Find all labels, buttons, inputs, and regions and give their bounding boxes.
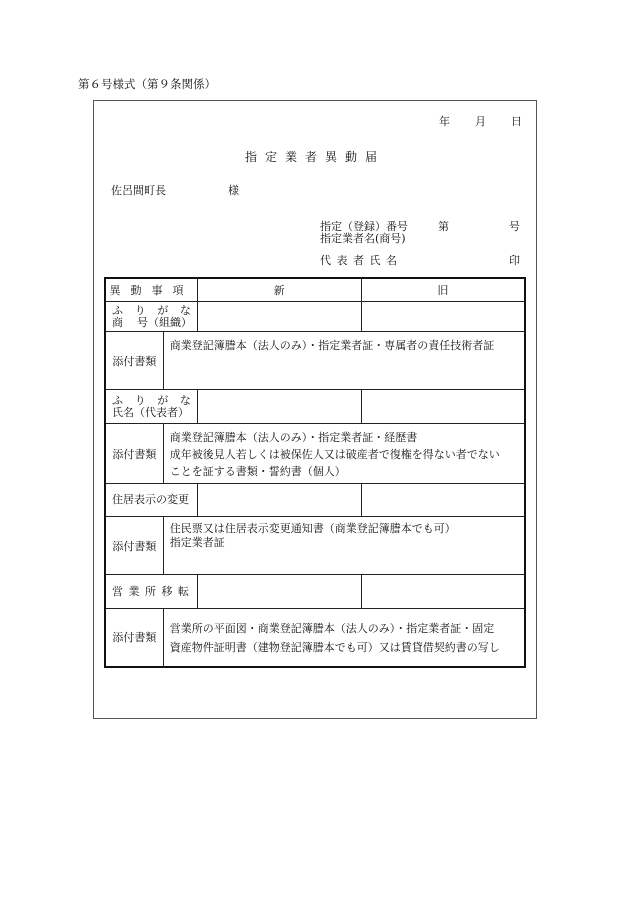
label-trade-name: ふ り が な 商 号（組織） (105, 302, 197, 332)
office-relocation-old-cell[interactable] (361, 575, 525, 609)
header-new: 新 (197, 278, 361, 302)
header-item: 異動事項 (105, 278, 197, 302)
office-relocation-new-cell[interactable] (197, 575, 361, 609)
document-title: 指定業者異動届 (244, 150, 385, 164)
trade-name-old-cell[interactable] (361, 302, 525, 332)
row-trade-name-attachments (105, 332, 525, 390)
registration-number-label: 指定（登録）番号 (320, 220, 408, 233)
row-representative-attachments (105, 424, 525, 484)
row-office-relocation (105, 575, 525, 609)
table-header-row (105, 278, 525, 302)
label-address-display: 住居表示の変更 (105, 484, 197, 517)
registration-number-suffix: 号 (509, 220, 520, 233)
attachment-text: 商業登記簿謄本（法人のみ）・指定業者証・経歴書 成年被後見人若しくは被保佐人又は破産者で復権を得ない者でない ことを証する書類・誓約書（個人） (163, 424, 525, 484)
attachment-text: 商業登記簿謄本（法人のみ）・指定業者証・専属者の責任技術者証 (163, 332, 525, 390)
form-number-label: 第６号様式（第９条関係） (78, 77, 216, 91)
row-address-display (105, 484, 525, 517)
row-office-relocation-attachments (105, 609, 525, 667)
company-name-label: 指定業者名(商号) (320, 232, 406, 245)
row-representative (105, 390, 525, 424)
attachment-label: 添付書類 (105, 517, 163, 575)
change-items-grid (104, 277, 526, 668)
address-display-old-cell[interactable] (361, 484, 525, 517)
header-old: 旧 (361, 278, 525, 302)
representative-name-label: 代 表 者 氏 名 (320, 254, 398, 267)
date-month: 月 (475, 115, 486, 128)
representative-old-cell[interactable] (361, 390, 525, 424)
attachment-text: 住民票又は住居表示変更通知書（商業登記簿謄本でも可） 指定業者証 (163, 517, 525, 575)
date-day: 日 (511, 115, 522, 128)
address-display-new-cell[interactable] (197, 484, 361, 517)
honorific: 様 (228, 184, 239, 197)
label-representative: ふ り が な 氏名（代表者） (105, 390, 197, 424)
trade-name-new-cell[interactable] (197, 302, 361, 332)
attachment-label: 添付書類 (105, 424, 163, 484)
seal-mark: 印 (509, 254, 520, 267)
label-office-relocation: 営 業 所 移 転 (105, 575, 197, 609)
date-year: 年 (439, 115, 450, 128)
addressee: 佐呂間町長 (111, 184, 166, 197)
registration-number-prefix: 第 (438, 220, 449, 233)
row-address-display-attachments (105, 517, 525, 575)
attachment-text: 営業所の平面図・商業登記簿謄本（法人のみ）・指定業者証・固定 資産物件証明書（建物登記簿謄本でも可）又は賃貸借契約書の写し (163, 609, 525, 667)
row-trade-name (105, 302, 525, 332)
attachment-label: 添付書類 (105, 609, 163, 667)
attachment-label: 添付書類 (105, 332, 163, 390)
representative-new-cell[interactable] (197, 390, 361, 424)
